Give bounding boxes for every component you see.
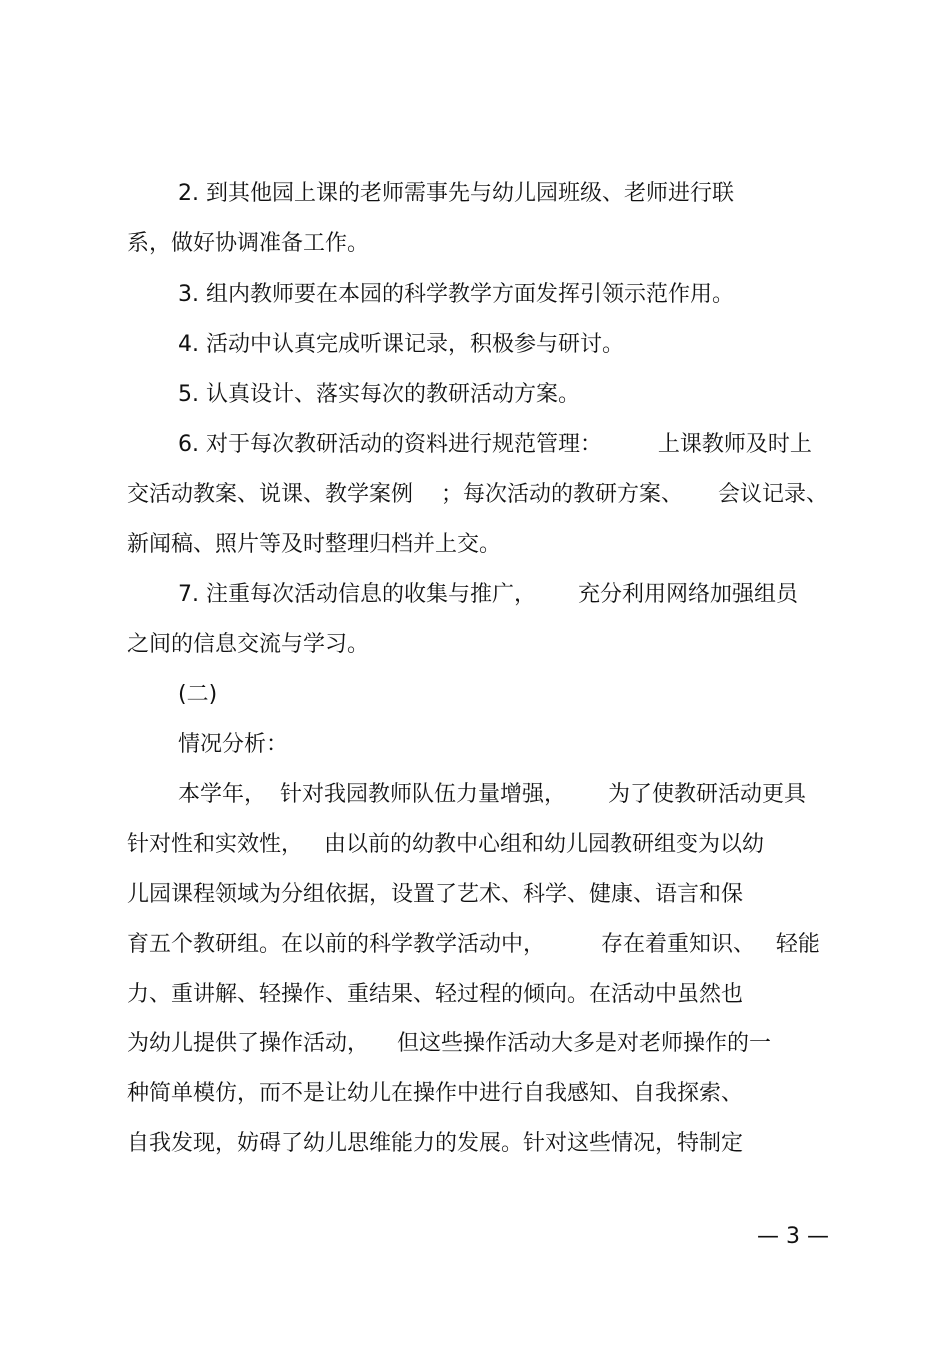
page-number: — 3 — <box>757 1224 829 1249</box>
text-line: 系，做好协调准备工作。 <box>127 231 370 256</box>
text-line: 种简单模仿，而不是让幼儿在操作中进行自我感知、自我探索、 <box>127 1081 744 1106</box>
text-line: 力、重讲解、轻操作、重结果、轻过程的倾向。在活动中虽然也 <box>127 982 744 1007</box>
text-line: 新闻稿、照片等及时整理归档并上交。 <box>127 532 502 557</box>
text-line: 针对性和实效性， 由以前的幼教中心组和幼儿园教研组变为以幼 <box>127 832 764 857</box>
text-line: 6. 对于每次教研活动的资料进行规范管理： 上课教师及时上 <box>178 432 812 457</box>
text-line: 3. 组内教师要在本园的科学教学方面发挥引领示范作用。 <box>178 282 734 307</box>
text-line: 育五个教研组。在以前的科学教学活动中， 存在着重知识、 轻能 <box>127 932 820 957</box>
text-line: 7. 注重每次活动信息的收集与推广， 充分利用网络加强组员 <box>178 582 798 607</box>
text-line: 5. 认真设计、落实每次的教研活动方案。 <box>178 382 580 407</box>
text-line: 为幼儿提供了操作活动， 但这些操作活动大多是对老师操作的一 <box>127 1031 771 1056</box>
text-line: 自我发现，妨碍了幼儿思维能力的发展。针对这些情况，特制定 <box>127 1131 744 1156</box>
text-line: 2. 到其他园上课的老师需事先与幼儿园班级、老师进行联 <box>178 181 734 206</box>
text-line: 本学年， 针对我园教师队伍力量增强， 为了使教研活动更具 <box>178 782 806 807</box>
text-line: 交活动教案、说课、教学案例 ；每次活动的教研方案、 会议记录、 <box>127 482 828 507</box>
text-line: 儿园课程领域为分组依据，设置了艺术、科学、健康、语言和保 <box>127 882 744 907</box>
text-line: 之间的信息交流与学习。 <box>127 632 370 657</box>
subheading: 情况分析： <box>178 732 289 757</box>
text-line: 4. 活动中认真完成听课记录，积极参与研讨。 <box>178 332 624 357</box>
section-heading: (二) <box>178 682 218 707</box>
